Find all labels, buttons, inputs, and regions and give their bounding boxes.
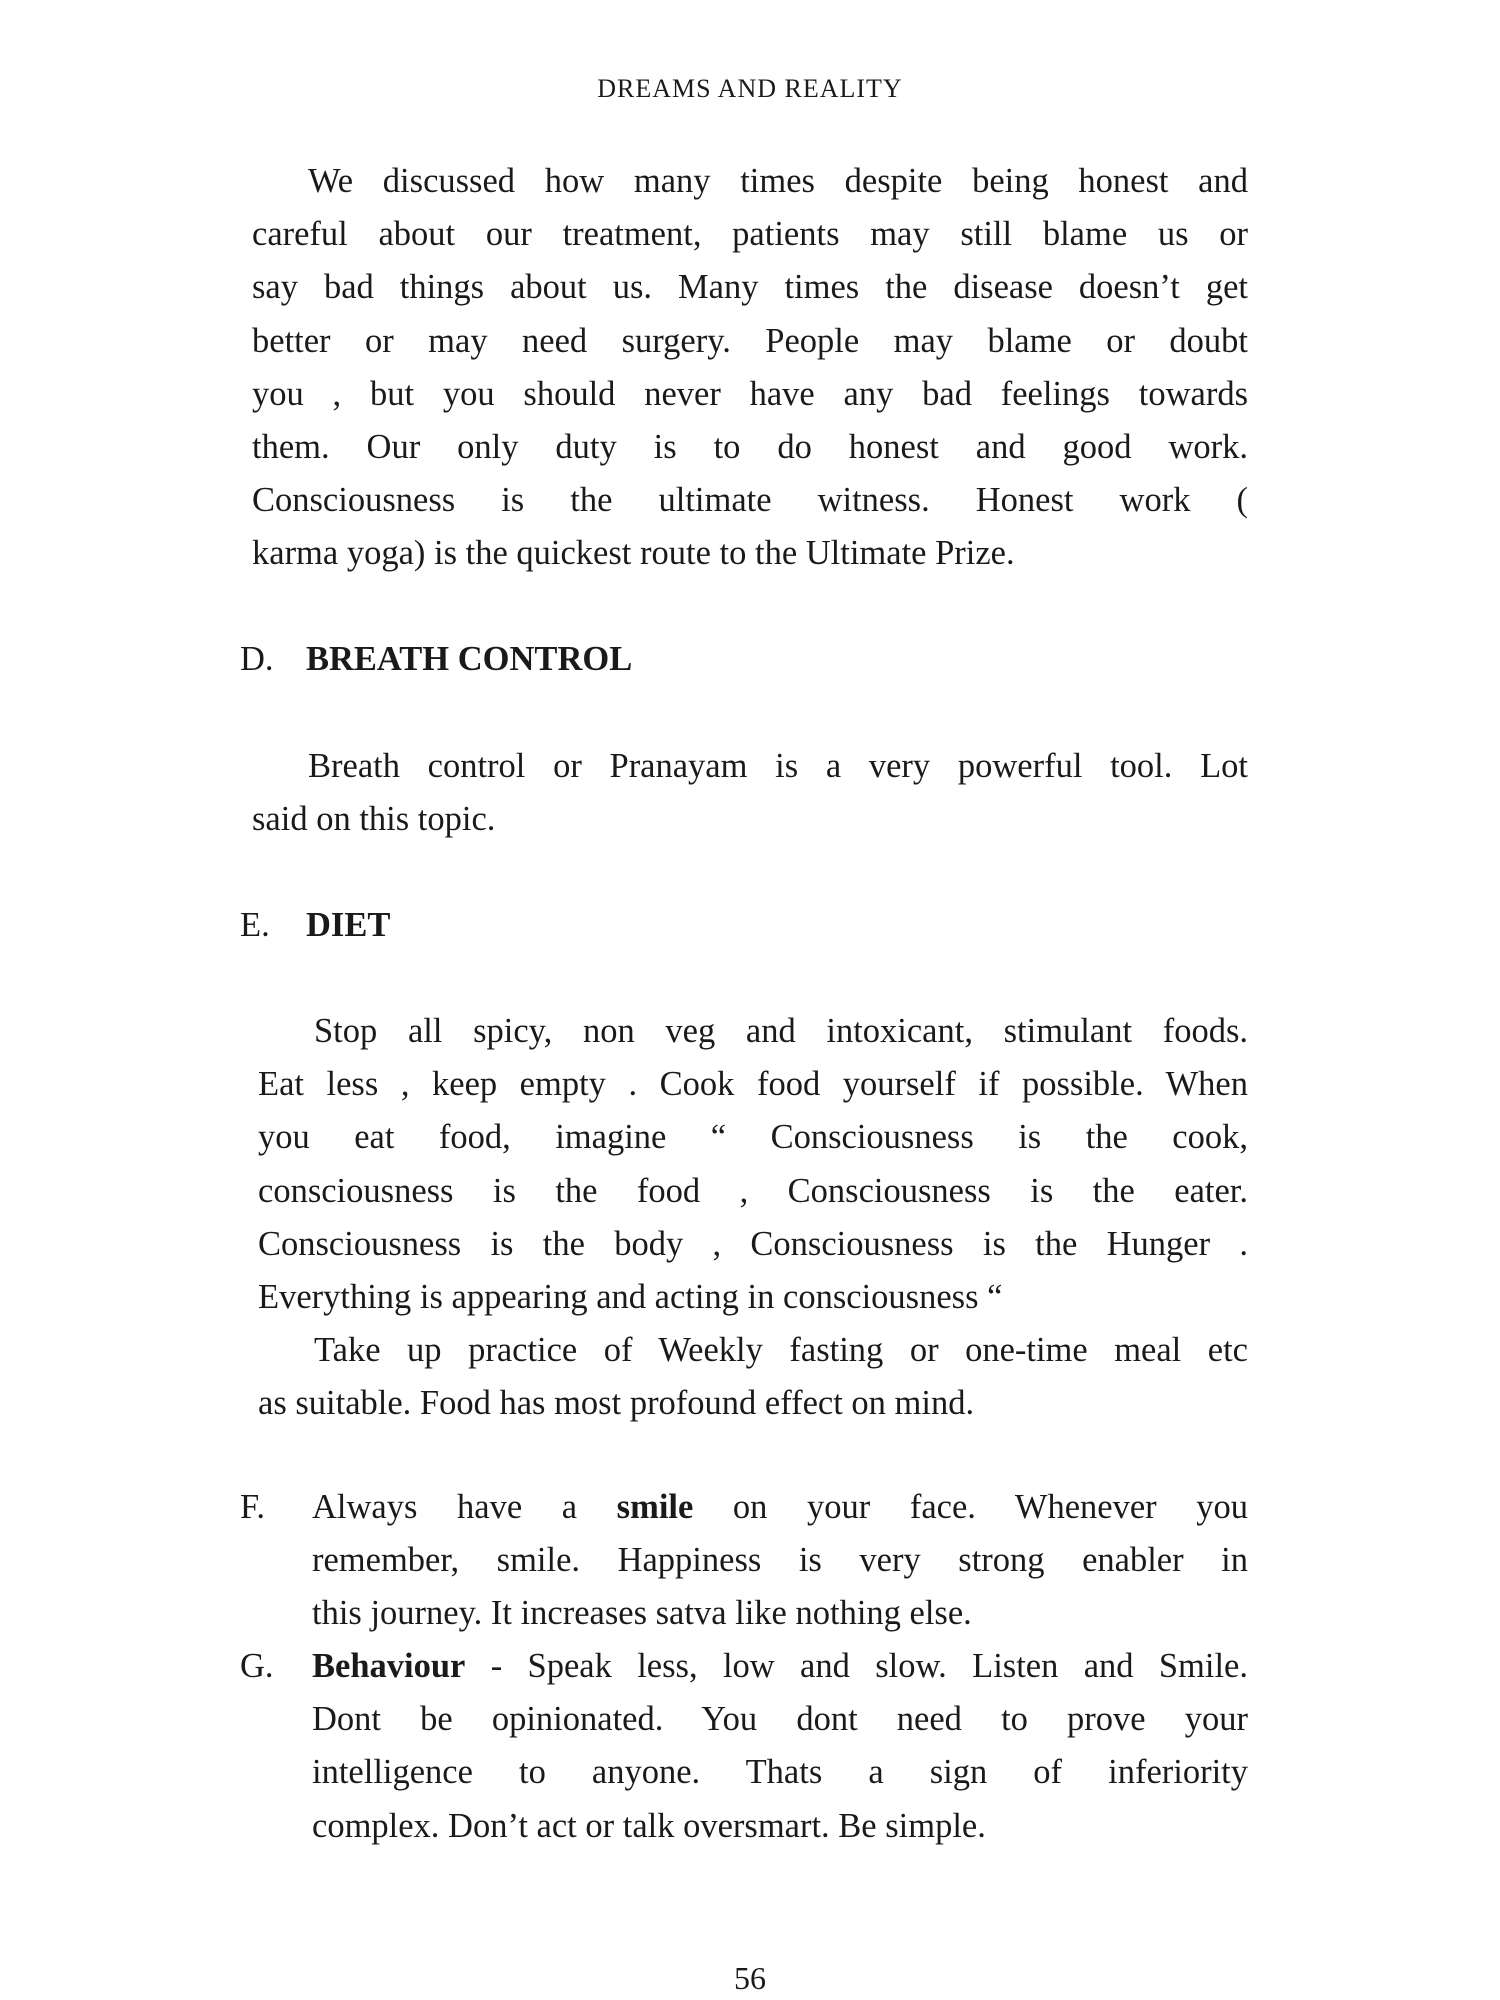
item-body (312, 1640, 1248, 1853)
section-letter: D. (240, 640, 274, 678)
paragraph-diet (258, 1005, 1248, 1324)
section-heading-breath-control (240, 633, 632, 686)
section-title: DIET (306, 906, 391, 944)
item-letter: G. (240, 1647, 274, 1685)
text-line (312, 1640, 1248, 1693)
text-line: Eat less , keep empty . Cook food yourself if possible. When (258, 1065, 1248, 1104)
text-line: remember, smile. Happiness is very strong enabler in (312, 1541, 1248, 1580)
paragraph-karma-yoga (252, 155, 1248, 581)
text-line: you eat food, imagine “ Consciousness is the cook, (258, 1118, 1248, 1157)
text-fragment: on your face. Whenever you (693, 1488, 1248, 1526)
text-line: said on this topic. (252, 800, 496, 839)
text-line: Stop all spicy, non veg and intoxicant, stimulant foods. (314, 1012, 1248, 1050)
section-heading-diet (240, 899, 390, 952)
text-line: Consciousness is the ultimate witness. Honest work ( (252, 481, 1248, 520)
text-line: consciousness is the food , Consciousness is the eater. (258, 1171, 1248, 1210)
text-line (312, 1481, 1248, 1534)
text-line: you , but you should never have any bad feelings towards (252, 374, 1248, 413)
text-line: Everything is appearing and acting in consciousness “ (258, 1278, 1003, 1317)
item-body (312, 1481, 1248, 1641)
text-fragment: Always have a (312, 1488, 617, 1526)
text-line: Consciousness is the body , Consciousness is the Hunger . (258, 1224, 1248, 1263)
text-line: intelligence to anyone. Thats a sign of inferiority (312, 1753, 1248, 1792)
item-letter: F. (240, 1488, 266, 1526)
text-line: Breath control or Pranayam is a very powerful tool. Lot (308, 747, 1248, 785)
paragraph-fasting (258, 1324, 1248, 1430)
text-line: as suitable. Food has most profound effect on mind. (258, 1384, 975, 1423)
text-line: careful about our treatment, patients may still blame us or (252, 215, 1248, 254)
bold-term: smile (616, 1488, 694, 1526)
text-line: them. Our only duty is to do honest and good work. (252, 428, 1248, 467)
page-number: 56 (734, 1960, 766, 1996)
text-line: say bad things about us. Many times the disease doesn’t get (252, 268, 1248, 307)
section-title: BREATH CONTROL (306, 640, 633, 678)
section-letter: E. (240, 906, 270, 944)
text-line: Take up practice of Weekly fasting or one-time meal etc (314, 1331, 1248, 1369)
text-line: We discussed how many times despite being honest and (308, 162, 1248, 200)
bold-term: Behaviour (312, 1647, 466, 1685)
text-line: better or may need surgery. People may blame or doubt (252, 321, 1248, 360)
paragraph-breath-control (252, 740, 1248, 846)
text-line: Dont be opinionated. You dont need to prove your (312, 1700, 1248, 1739)
text-line: karma yoga) is the quickest route to the Ultimate Prize. (252, 534, 1015, 573)
running-head: DREAMS AND REALITY (597, 74, 903, 103)
text-line: complex. Don’t act or talk oversmart. Be simple. (312, 1806, 986, 1845)
text-fragment: - Speak less, low and slow. Listen and Smile. (465, 1647, 1248, 1685)
text-line: this journey. It increases satva like nothing else. (312, 1594, 972, 1633)
